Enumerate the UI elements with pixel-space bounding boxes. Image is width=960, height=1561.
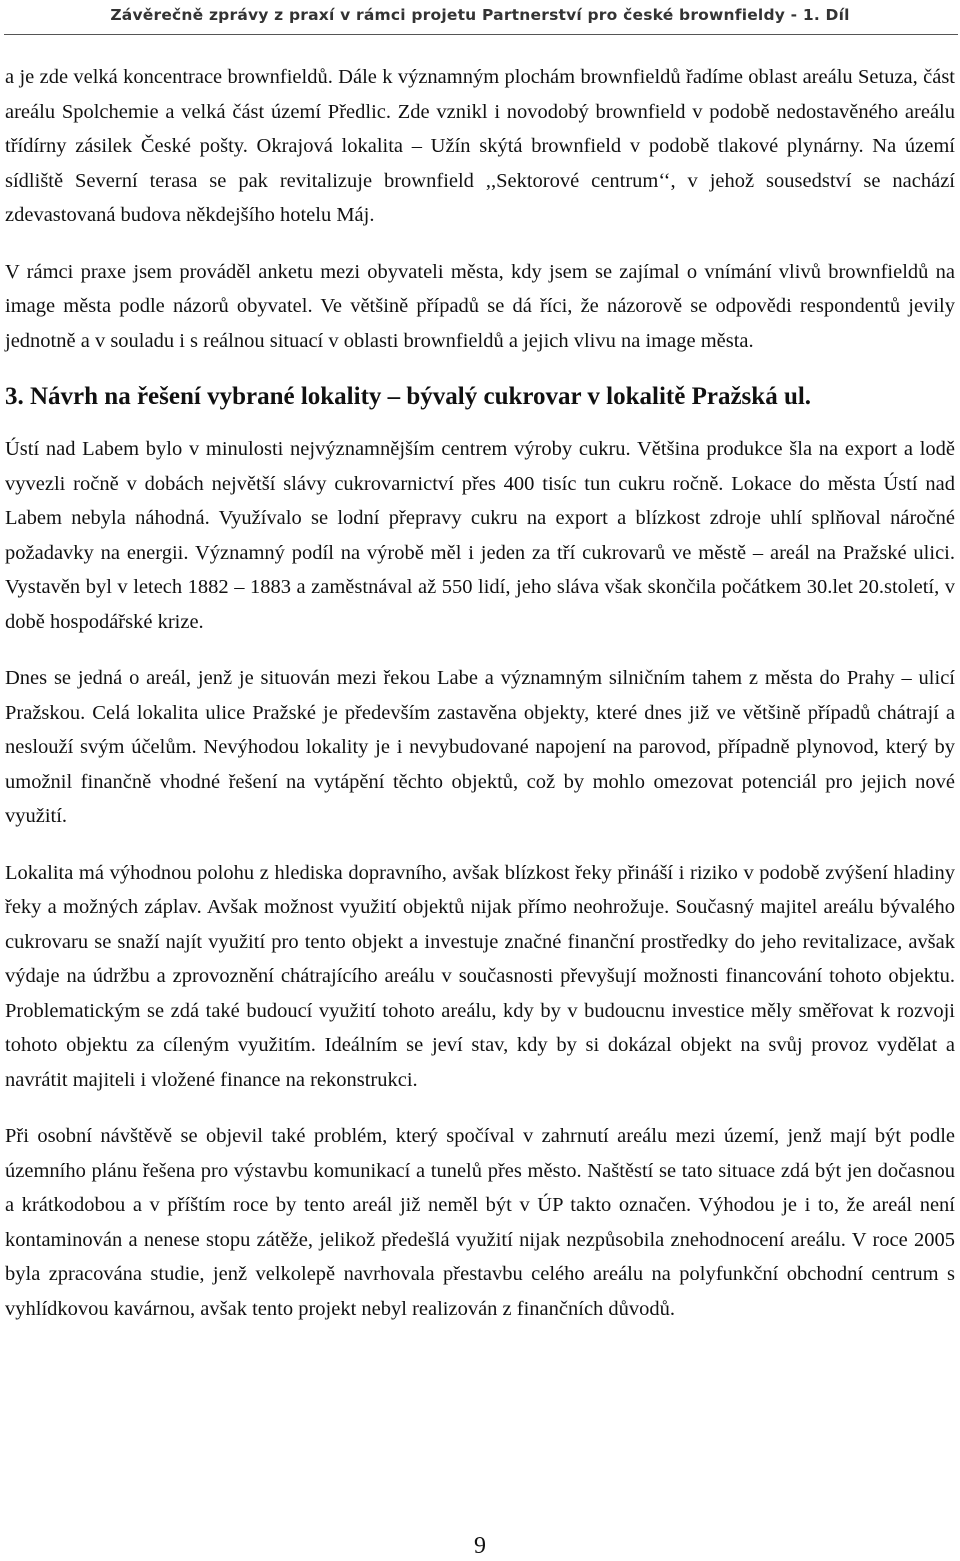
section-heading: 3. Návrh na řešení vybrané lokality – bývalý cukrovar v lokalitě Pražská ul. (5, 383, 812, 410)
section-paragraph: Při osobní návštěvě se objevil také problém, který spočíval v zahrnutí areálu mezi území, jenž mají být podle územního plánu řešena pro výstavbu komunikací a tunelů přes město. Naštěstí se tato situace zdá být jen dočasnou a krátkodobou a v příštím roce by tento areál již neměl být v ÚP takto označen. Výhodou je i to, že areál není kontaminován a nenese stopu zátěže, jelikož předešlá využití nijak nezpůsobila znehodnocení areálu. V roce 2005 byla zpracována studie, jenž velkolepě navrhovala přestavbu celého areálu na polyfunkční obchodní centrum s vyhlídkovou kavárnou, avšak tento projekt nebyl realizován z finančních důvodů. (5, 1125, 955, 1320)
header-rule (4, 34, 958, 35)
body-paragraph: V rámci praxe jsem prováděl anketu mezi obyvateli města, kdy jsem se zajímal o vnímání vlivů brownfieldů na image města podle názorů obyvatel. Ve většině případů se dá říci, že názorově se odpovědi respondentů jevily jednotně a v souladu i s reálnou situací v oblasti brownfieldů a jejich vlivu na image města. (5, 260, 955, 352)
section-paragraph: Lokalita má výhodnou polohu z hlediska dopravního, avšak blízkost řeky přináší i riziko v podobě zvýšení hladiny řeky a možných záplav. Avšak možnost využití objektů nijak přímo neohrožuje. Současný majitel areálu bývalého cukrovaru se snaží najít využití pro tento objekt a investuje značné finanční prostředky do jeho revitalizace, avšak výdaje na údržbu a zprovoznění chátrajícího areálu v současnosti převyšují možnosti financování tohoto objektu. Problematickým se zdá také budoucí využití tohoto areálu, kdy by v budoucnu investice měly směřovat k rozvoji tohoto objektu za cíleným využitím. Ideálním se jeví stav, kdy by si dokázal objekt na svůj provoz vydělat a navrátit majiteli i vložené finance na rekonstrukci. (5, 861, 955, 1091)
body-paragraph: a je zde velká koncentrace brownfieldů. Dále k významným plochám brownfieldů řadíme oblast areálu Setuza, část areálu Spolchemie a velká část území Předlic. Zde vznikl i novodobý brownfield v podobě nedostavěného areálu třídírny zásilek České pošty. Okrajová lokalita – Užín skýtá brownfield v podobě tlakové plynárny. Na území sídliště Severní terasa se pak revitalizuje brownfield ,,Sektorové centrum‘‘, v jehož sousedství se nachází zdevastovaná budova někdejšího hotelu Máj. (5, 66, 955, 226)
section-paragraph: Dnes se jedná o areál, jenž je situován mezi řekou Labe a významným silničním tahem z města do Prahy – ulicí Pražskou. Celá lokalita ulice Pražské je především zastavěna objekty, které dnes již ve většině případů chátrají a neslouží svým účelům. Nevýhodou lokality je i nevybudované napojení na parovod, případně plynovod, který by umožnil finančně vhodné řešení na vytápění těchto objektů, což by mohlo omezovat potenciál pro jejich nové využití. (5, 667, 955, 827)
page-number: 9 (474, 1533, 486, 1559)
document-body (5, 60, 955, 1348)
running-header: Závěrečně zprávy z praxí v rámci projetu Partnerství pro české brownfieldy - 1. Díl (110, 6, 850, 24)
section-paragraph: Ústí nad Labem bylo v minulosti nejvýznamnějším centrem výroby cukru. Většina produkce šla na export a lodě vyvezli ročně v dobách největší slávy cukrovarnictví přes 400 tisíc tun cukru ročně. Lokace do města Ústí nad Labem nebyla náhodná. Využívalo se lodní přepravy cukru na export a blízkost zdroje uhlí splňoval náročné požadavky na energii. Významný podíl na výrobě měl i jeden za tří cukrovarů ve městě – areál na Pražské ulici. Vystavěn byl v letech 1882 – 1883 a zaměstnával až 550 lidí, jeho sláva však skončila počátkem 30.let 20.století, v době hospodářské krize. (5, 438, 955, 633)
